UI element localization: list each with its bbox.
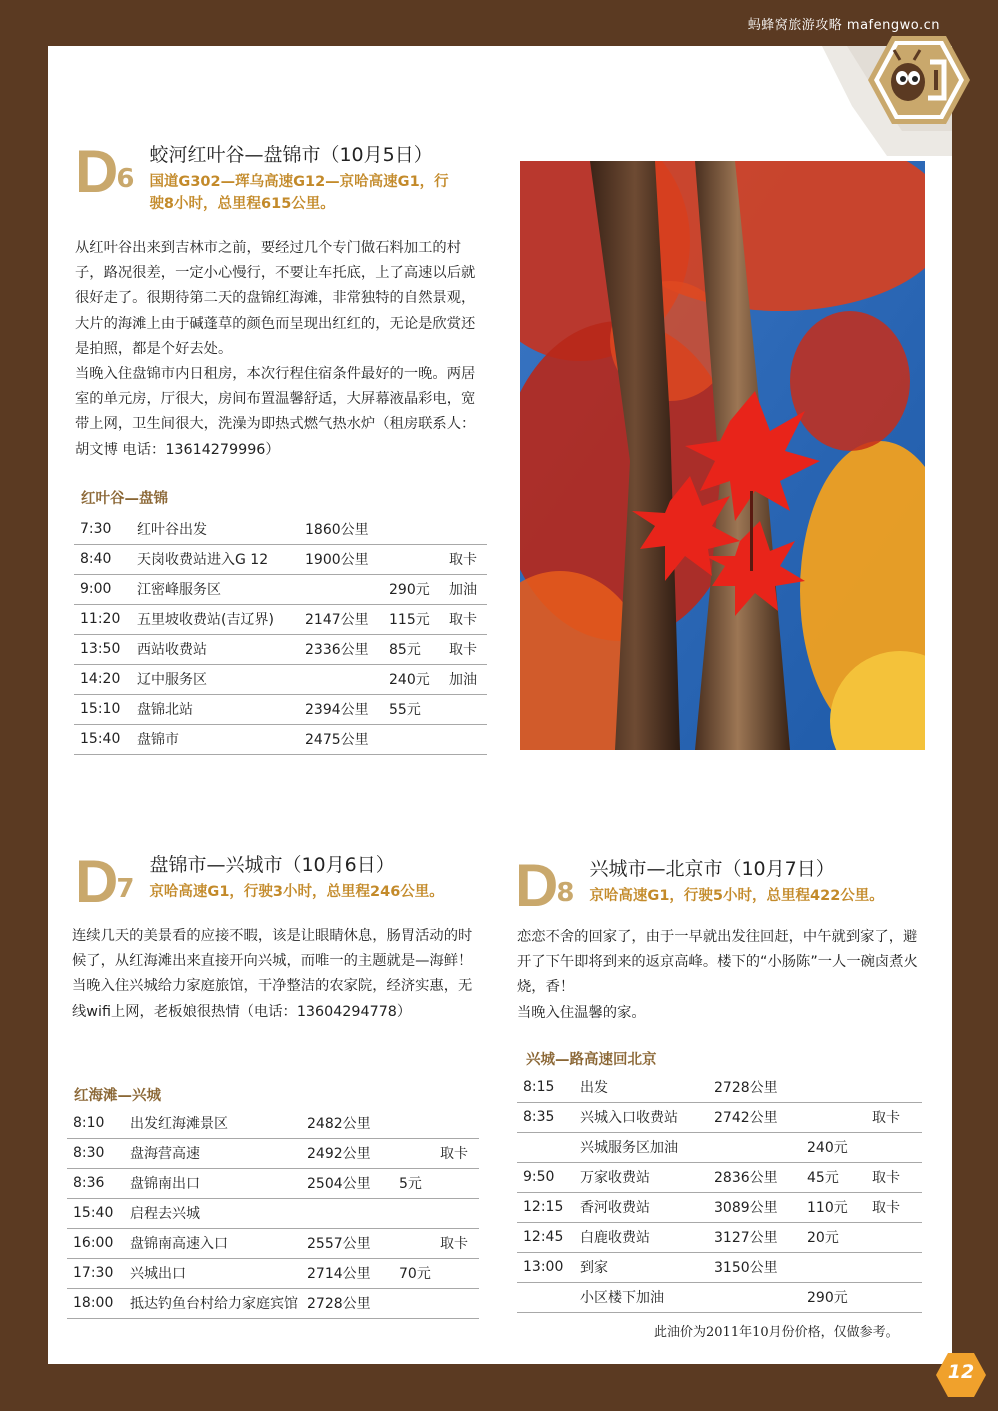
cell-cost [393, 1198, 434, 1228]
cell-place: 五里坡收费站(吉辽界) [137, 612, 274, 628]
table-row [74, 604, 487, 634]
table-row [67, 1258, 479, 1288]
cell-note [866, 1072, 922, 1102]
cell-note [866, 1252, 922, 1282]
cell-note [866, 1132, 922, 1162]
cell-note: 取卡 [449, 552, 477, 568]
cell-note [443, 514, 487, 544]
mafengwo-bee-logo-icon [866, 34, 972, 126]
cell-mileage: 3089公里 [714, 1200, 778, 1216]
table-row [74, 724, 487, 754]
cell-cost [393, 1228, 434, 1258]
table-row [517, 1252, 922, 1282]
cell-time [517, 1132, 574, 1162]
d8-paragraph-1: 恋恋不舍的回家了，由于一早就出发往回赶，中午就到家了，避开了下午即将到来的返京高峰。楼下的“小肠陈”一人一碗卤煮火烧，香！ [517, 929, 918, 996]
d8-title: 兴城市—北京市（10月7日） [589, 858, 835, 880]
cell-cost: 110元 [807, 1200, 848, 1216]
cell-note: 取卡 [440, 1146, 468, 1162]
cell-note [434, 1168, 479, 1198]
cell-time: 9:00 [80, 581, 112, 597]
cell-place: 万家收费站 [580, 1170, 650, 1186]
d7-day-letter: D [75, 848, 116, 915]
d6-header [75, 138, 449, 215]
cell-cost: 55元 [389, 702, 421, 718]
cell-cost [801, 1252, 866, 1282]
table-row [517, 1162, 922, 1192]
cell-time: 8:36 [73, 1175, 105, 1191]
d6-route [149, 171, 448, 215]
table-row [74, 634, 487, 664]
cell-time: 9:50 [523, 1169, 555, 1185]
table-row [67, 1108, 479, 1138]
cell-time: 14:20 [80, 671, 121, 687]
cell-time: 11:20 [80, 611, 121, 627]
cell-time: 17:30 [73, 1265, 114, 1281]
d6-table-title: 红叶谷—盘锦 [81, 491, 168, 507]
d6-title: 蛟河红叶谷—盘锦市（10月5日） [149, 144, 433, 166]
fuel-price-footnote: 此油价为2011年10月份价格，仅做参考。 [654, 1325, 899, 1340]
cell-place: 兴城入口收费站 [580, 1110, 678, 1126]
cell-mileage [299, 664, 383, 694]
cell-cost [393, 1288, 434, 1318]
d6-day-letter: D [75, 138, 116, 205]
cell-mileage: 1860公里 [305, 521, 369, 538]
cell-time: 12:15 [523, 1199, 564, 1215]
cell-cost: 70元 [399, 1266, 431, 1282]
cell-cost [801, 1102, 866, 1132]
cell-time: 8:35 [523, 1109, 555, 1125]
cell-mileage: 2714公里 [307, 1266, 371, 1282]
cell-note: 取卡 [449, 612, 477, 628]
table-row [517, 1132, 922, 1162]
cell-cost [393, 1138, 434, 1168]
cell-place: 兴城出口 [130, 1266, 186, 1282]
table-row [74, 664, 487, 694]
cell-time [517, 1282, 574, 1312]
brand-header: 蚂蜂窝旅游攻略 mafengwo.cn [747, 18, 940, 33]
cell-cost: 20元 [807, 1230, 839, 1246]
cell-mileage [708, 1282, 801, 1312]
cell-place: 红叶谷出发 [137, 521, 207, 538]
d7-paragraph-1: 连续几天的美景看的应接不暇，该是让眼睛休息，肠胃活动的时候了，从红海滩出来直接开向兴城，而唯一的主题就是—海鲜！ [72, 928, 473, 970]
cell-place: 西站收费站 [137, 642, 207, 658]
cell-note: 取卡 [872, 1110, 900, 1126]
cell-mileage [299, 574, 383, 604]
table-row [74, 694, 487, 724]
cell-note: 加油 [449, 672, 477, 688]
d7-body [72, 924, 484, 1025]
cell-time: 16:00 [73, 1235, 114, 1251]
cell-place: 启程去兴城 [130, 1206, 200, 1222]
cell-mileage [301, 1198, 393, 1228]
cell-cost: 240元 [389, 672, 430, 688]
cell-note [434, 1288, 479, 1318]
cell-place: 小区楼下加油 [580, 1290, 664, 1306]
table-row [67, 1168, 479, 1198]
cell-place: 盘海营高速 [130, 1146, 200, 1162]
cell-cost: 290元 [807, 1290, 848, 1306]
d8-table-title: 兴城—路高速回北京 [526, 1052, 657, 1068]
cell-mileage: 2728公里 [307, 1296, 371, 1312]
cell-note: 取卡 [872, 1170, 900, 1186]
cell-mileage: 2482公里 [307, 1115, 371, 1132]
d8-route: 京哈高速G1，行驶5小时，总里程422公里。 [589, 887, 884, 904]
cell-mileage: 2394公里 [305, 702, 369, 718]
d6-body [75, 236, 487, 463]
cell-place: 盘锦北站 [137, 702, 193, 718]
cell-note [443, 694, 487, 724]
d8-day-number: 8 [556, 878, 575, 908]
cell-place: 到家 [580, 1260, 608, 1276]
cell-cost: 240元 [807, 1140, 848, 1156]
d6-paragraph-1: 从红叶谷出来到吉林市之前，要经过几个专门做石料加工的村子，路况很差，一定小心慢行，不要让车托底，上了高速以后就很好走了。很期待第二天的盘锦红海滩，非常独特的自然景观，大片的海滩上由于碱蓬草的颜色而呈现出红红的，无论是欣赏还是拍照，都是个好去处。 [75, 240, 476, 357]
cell-place: 盘锦南出口 [130, 1176, 200, 1192]
d6-route-line2: 驶8小时，总里程615公里。 [149, 195, 335, 212]
d7-route-table [67, 1108, 479, 1319]
d8-day-letter: D [515, 852, 556, 919]
d6-day-number: 6 [116, 164, 135, 194]
table-row [74, 544, 487, 574]
cell-mileage: 2504公里 [307, 1176, 371, 1192]
cell-time: 8:30 [73, 1145, 105, 1161]
cell-note [434, 1198, 479, 1228]
cell-place: 出发 [580, 1079, 608, 1096]
cell-time: 12:45 [523, 1229, 564, 1245]
cell-mileage: 2147公里 [305, 612, 369, 628]
cell-mileage: 2336公里 [305, 642, 369, 658]
cell-place: 江密峰服务区 [137, 582, 221, 598]
cell-note: 取卡 [440, 1236, 468, 1252]
red-maple-leaves-photo [520, 161, 925, 750]
cell-time: 18:00 [73, 1295, 114, 1311]
table-row [517, 1192, 922, 1222]
cell-mileage: 2742公里 [714, 1110, 778, 1126]
table-row [67, 1198, 479, 1228]
cell-mileage: 2492公里 [307, 1146, 371, 1162]
cell-time: 8:15 [523, 1078, 555, 1095]
table-row [517, 1072, 922, 1102]
cell-note [434, 1108, 479, 1138]
cell-note [866, 1222, 922, 1252]
cell-note: 取卡 [872, 1200, 900, 1216]
cell-cost: 45元 [807, 1170, 839, 1186]
d8-route-table [517, 1072, 922, 1313]
cell-cost: 85元 [389, 642, 421, 658]
cell-mileage: 1900公里 [305, 552, 369, 568]
cell-place: 抵达钓鱼台村给力家庭宾馆 [130, 1296, 298, 1312]
cell-mileage: 2557公里 [307, 1236, 371, 1252]
d7-header [75, 848, 444, 915]
cell-mileage [708, 1132, 801, 1162]
cell-time: 7:30 [80, 520, 112, 537]
cell-cost: 290元 [389, 582, 430, 598]
cell-place: 辽中服务区 [137, 672, 207, 688]
cell-time: 15:40 [80, 731, 121, 747]
table-row [517, 1222, 922, 1252]
cell-note: 加油 [449, 582, 477, 598]
d6-route-table [74, 514, 487, 755]
cell-mileage: 2836公里 [714, 1170, 778, 1186]
cell-note: 取卡 [449, 642, 477, 658]
table-row [67, 1138, 479, 1168]
table-row [517, 1282, 922, 1312]
cell-cost [383, 544, 443, 574]
cell-note [434, 1258, 479, 1288]
cell-cost [801, 1072, 866, 1102]
d6-paragraph-2: 当晚入住盘锦市内日租房，本次行程住宿条件最好的一晚。两居室的单元房，厅很大，房间布置温馨舒适，大屏幕液晶彩电，宽带上网，卫生间很大，洗澡为即热式燃气热水炉（租房联系人：胡文博 电话：13614279996） [75, 366, 476, 458]
cell-cost: 115元 [389, 612, 430, 628]
table-row [74, 574, 487, 604]
cell-time: 8:40 [80, 551, 112, 567]
cell-place: 盘锦南高速入口 [130, 1236, 228, 1252]
cell-note [866, 1282, 922, 1312]
cell-place: 天岗收费站进入G 12 [137, 552, 269, 568]
d8-body [517, 925, 927, 1026]
cell-cost: 5元 [399, 1176, 422, 1192]
cell-time: 8:10 [73, 1114, 105, 1131]
cell-place: 盘锦市 [137, 732, 179, 748]
cell-place: 出发红海滩景区 [130, 1115, 228, 1132]
cell-place: 香河收费站 [580, 1200, 650, 1216]
cell-time: 13:50 [80, 641, 121, 657]
page-number: 12 [947, 1361, 975, 1383]
cell-note [443, 724, 487, 754]
table-row [67, 1228, 479, 1258]
d8-paragraph-2: 当晚入住温馨的家。 [517, 1004, 646, 1021]
cell-mileage: 2475公里 [305, 732, 369, 748]
cell-mileage: 3150公里 [714, 1260, 778, 1276]
cell-mileage: 3127公里 [714, 1230, 778, 1246]
cell-cost [383, 514, 443, 544]
d7-route: 京哈高速G1，行驶3小时，总里程246公里。 [149, 883, 444, 900]
cell-cost [383, 724, 443, 754]
d7-table-title: 红海滩—兴城 [74, 1088, 161, 1104]
table-row [74, 514, 487, 544]
cell-place: 兴城服务区加油 [580, 1140, 678, 1156]
cell-time: 13:00 [523, 1259, 564, 1275]
cell-place: 白鹿收费站 [580, 1230, 650, 1246]
cell-time: 15:40 [73, 1205, 114, 1221]
cell-time: 15:10 [80, 701, 121, 717]
d7-title: 盘锦市—兴城市（10月6日） [149, 854, 395, 876]
d7-day-number: 7 [116, 874, 135, 904]
d6-route-line1: 国道G302—珲乌高速G12—京哈高速G1，行 [149, 173, 449, 190]
cell-cost [393, 1108, 434, 1138]
d7-paragraph-2: 当晚入住兴城给力家庭旅馆，干净整洁的农家院，经济实惠，无线wifi上网，老板娘很热情（电话：13604294778） [72, 978, 473, 1020]
table-row [67, 1288, 479, 1318]
table-row [517, 1102, 922, 1132]
cell-mileage: 2728公里 [714, 1079, 778, 1096]
d8-header [515, 852, 884, 919]
